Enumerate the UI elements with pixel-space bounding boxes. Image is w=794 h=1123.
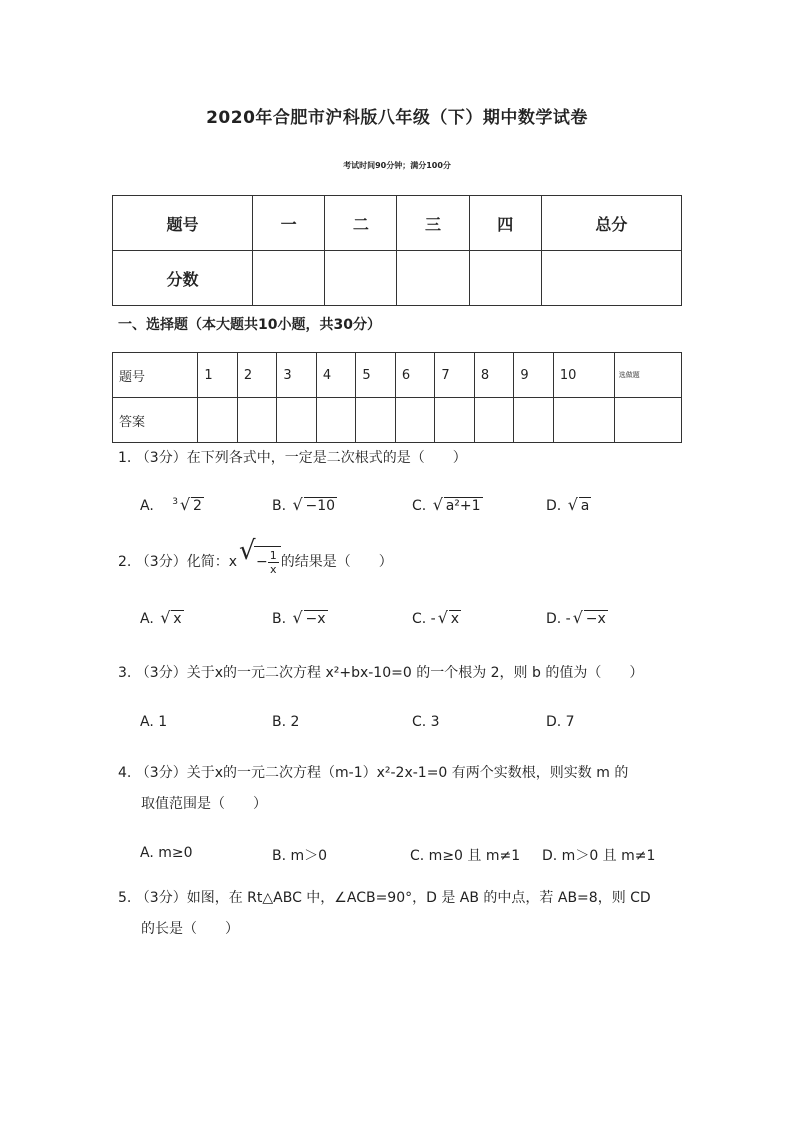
square-root: √ x bbox=[437, 608, 460, 627]
option-d: D. √ a bbox=[546, 495, 590, 514]
score-input-cell[interactable] bbox=[397, 251, 469, 306]
answer-input-cell[interactable] bbox=[316, 398, 356, 443]
score-table-cell: 四 bbox=[469, 196, 541, 251]
answer-table-cell: 2 bbox=[237, 353, 277, 398]
fraction: $\frac{1}{x}$ bbox=[269, 548, 277, 576]
answer-input-cell[interactable] bbox=[277, 398, 317, 443]
answer-input-cell[interactable] bbox=[614, 398, 681, 443]
question-stem: 5. （3分）如图，在 Rt△ABC 中，∠ACB=90°，D 是 AB 的中点，若 AB=8，则 CD bbox=[118, 890, 651, 906]
section-heading: 一、选择题（本大题共10小题，共30分） bbox=[118, 317, 381, 333]
question-stem: 4. （3分）关于x的一元二次方程（m-1）x²-2x-1=0 有两个实数根，则实数 m 的 bbox=[118, 765, 629, 781]
score-table-cell: 三 bbox=[397, 196, 469, 251]
answer-table-cell: 1 bbox=[198, 353, 238, 398]
square-root: √ a bbox=[567, 495, 590, 514]
score-input-cell[interactable] bbox=[325, 251, 397, 306]
option-a: A. √ x bbox=[140, 608, 182, 627]
question-stem-line2: 的长是（ ） bbox=[141, 921, 239, 937]
score-table-cell: 题号 bbox=[113, 196, 253, 251]
root-index: 3 bbox=[172, 497, 178, 507]
cube-root: √ 2 bbox=[179, 495, 202, 514]
page-title: 2020年合肥市沪科版八年级（下）期中数学试卷 bbox=[206, 108, 588, 128]
answer-input-cell[interactable] bbox=[474, 398, 514, 443]
question-1 bbox=[118, 443, 678, 474]
option-d: D. 7 bbox=[546, 714, 575, 730]
option-b: B. √ −x bbox=[272, 608, 326, 627]
option-c: C. √ a²+1 bbox=[412, 495, 481, 514]
answer-input-cell[interactable] bbox=[237, 398, 277, 443]
square-root: √ −x bbox=[292, 608, 326, 627]
question-3 bbox=[118, 658, 678, 689]
answer-input-cell[interactable] bbox=[356, 398, 396, 443]
answer-table-cell: 6 bbox=[395, 353, 435, 398]
option-a: A. $^3$ √ 2 bbox=[140, 495, 202, 514]
answer-table bbox=[112, 352, 682, 443]
option-b: B. 2 bbox=[272, 714, 300, 730]
score-input-cell[interactable] bbox=[469, 251, 541, 306]
square-root: √ −10 bbox=[292, 495, 336, 514]
square-root: √ −x bbox=[572, 608, 606, 627]
answer-input-cell[interactable] bbox=[435, 398, 475, 443]
option-b: B. √ −10 bbox=[272, 495, 336, 514]
answer-input-cell[interactable] bbox=[553, 398, 614, 443]
square-root: √ x bbox=[160, 608, 182, 627]
answer-input-cell[interactable] bbox=[514, 398, 554, 443]
answer-table-cell: 8 bbox=[474, 353, 514, 398]
option-a: A. 1 bbox=[140, 714, 168, 730]
answer-table-cell: 题号 bbox=[113, 353, 198, 398]
score-table-cell: 分数 bbox=[113, 251, 253, 306]
score-table-cell: 二 bbox=[325, 196, 397, 251]
score-table-cell: 一 bbox=[253, 196, 325, 251]
score-input-cell[interactable] bbox=[541, 251, 681, 306]
answer-table-answer-row bbox=[113, 398, 682, 443]
question-4 bbox=[118, 758, 678, 820]
exam-info: 考试时间90分钟；满分100分 bbox=[343, 161, 451, 170]
answer-input-cell[interactable] bbox=[395, 398, 435, 443]
answer-table-cell: 10 bbox=[553, 353, 614, 398]
score-table-score-row bbox=[113, 251, 682, 306]
answer-table-cell: 7 bbox=[435, 353, 475, 398]
square-root: √ − $\frac{1}{x}$ bbox=[239, 546, 281, 578]
question-stem-line2: 取值范围是（ ） bbox=[141, 796, 267, 812]
question-stem: 3. （3分）关于x的一元二次方程 x²+bx-10=0 的一个根为 2，则 b 的值为（ ） bbox=[118, 665, 644, 681]
score-table-cell: 总分 bbox=[541, 196, 681, 251]
option-c: C. - √ x bbox=[412, 608, 460, 627]
question-stem-end: 的结果是（ ） bbox=[280, 554, 393, 570]
option-d: D. m＞0 且 m≠1 bbox=[542, 848, 656, 864]
answer-table-cell: 选做题 bbox=[614, 353, 681, 398]
answer-table-cell: 3 bbox=[277, 353, 317, 398]
option-c: C. m≥0 且 m≠1 bbox=[410, 848, 521, 864]
question-stem: 2. （3分）化简：x bbox=[118, 554, 237, 570]
answer-table-header-row bbox=[113, 353, 682, 398]
score-table-header-row bbox=[113, 196, 682, 251]
score-table bbox=[112, 195, 682, 306]
option-c: C. 3 bbox=[412, 714, 440, 730]
score-input-cell[interactable] bbox=[253, 251, 325, 306]
answer-input-cell[interactable] bbox=[198, 398, 238, 443]
answer-table-cell: 9 bbox=[514, 353, 554, 398]
question-2 bbox=[118, 536, 678, 578]
square-root: √ a²+1 bbox=[432, 495, 481, 514]
answer-table-cell: 答案 bbox=[113, 398, 198, 443]
question-5 bbox=[118, 883, 678, 945]
answer-table-cell: 5 bbox=[356, 353, 396, 398]
answer-table-cell: 4 bbox=[316, 353, 356, 398]
option-d: D. - √ −x bbox=[546, 608, 606, 627]
option-b: B. m＞0 bbox=[272, 848, 328, 864]
question-stem: 1. （3分）在下列各式中，一定是二次根式的是（ ） bbox=[118, 450, 467, 466]
option-a: A. m≥0 bbox=[140, 845, 193, 861]
